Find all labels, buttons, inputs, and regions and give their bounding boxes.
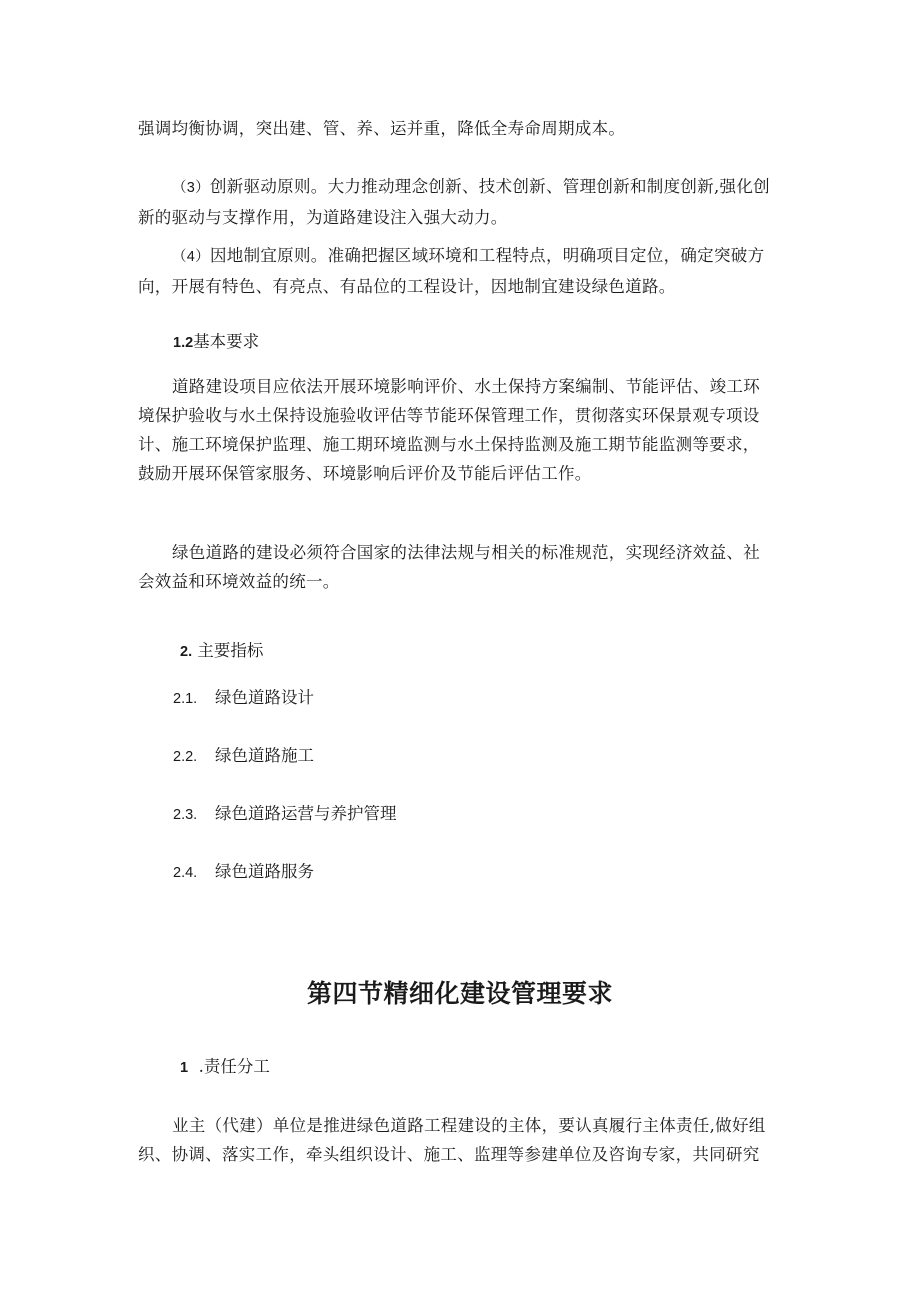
paragraph-local-conditions-text: 因地制宜原则。准确把握区域环境和工程特点，明确项目定位，确定突破方向，开展有特色、有亮点、有品位的工程设计，因地制宜建设绿色道路。 (138, 246, 765, 296)
paragraph-requirements: 道路建设项目应依法开展环境影响评价、水土保持方案编制、节能评估、竣工环境保护验收与水土保持设施验收评估等节能环保管理工作，贯彻落实环保景观专项设计、施工环境保护监理、施工期环境监测与水土保持监测及施工期节能监测等要求，鼓励开展环保管家服务、环境影响后评价及节能后评估工作。 (138, 377, 760, 483)
indicator-label: 绿色道路设计 (215, 688, 314, 707)
indicator-label: 绿色道路施工 (215, 746, 314, 765)
indicator-label: 绿色道路运营与养护管理 (215, 804, 397, 823)
indicator-number: 2.1. (173, 691, 198, 707)
heading-number: 1.2 (173, 335, 194, 351)
heading-number: 1 (180, 1060, 189, 1076)
indicator-number: 2.2. (173, 749, 198, 765)
paragraph-green-road: 绿色道路的建设必须符合国家的法律法规与相关的标准规范，实现经济效益、社会效益和环境效益的统一。 (138, 543, 760, 591)
paragraph-innovation (138, 172, 772, 232)
paragraph-owner-duty: 业主（代建）单位是推进绿色道路工程建设的主体，要认真履行主体责任,做好组织、协调、落实工作，牵头组织设计、施工、监理等参建单位及咨询专家，共同研究 (138, 1116, 766, 1164)
indicator-item (173, 686, 314, 711)
indicator-number: 2.4. (173, 865, 198, 881)
heading-basic-requirements (173, 330, 259, 355)
indicator-item (173, 744, 314, 769)
indicator-number: 2.3. (173, 807, 198, 823)
indicator-item (173, 802, 397, 827)
heading-text: .责任分工 (198, 1057, 270, 1076)
heading-number: 2. (180, 644, 193, 660)
item-number: （3） (172, 180, 210, 196)
item-number: （4） (172, 249, 210, 265)
paragraph-local-conditions (138, 241, 772, 301)
indicator-label: 绿色道路服务 (215, 862, 314, 881)
section-title: 第四节精细化建设管理要求 (306, 979, 613, 1008)
heading-main-indicators (180, 639, 263, 664)
indicator-item (173, 860, 314, 885)
heading-text: 基本要求 (193, 332, 260, 351)
heading-responsibility (180, 1055, 270, 1080)
heading-text: 主要指标 (197, 641, 264, 660)
paragraph-cost: 强调均衡协调，突出建、管、养、运并重，降低全寿命周期成本。 (138, 119, 626, 138)
paragraph-innovation-text: 创新驱动原则。大力推动理念创新、技术创新、管理创新和制度创新,强化创新的驱动与支撑作用，为道路建设注入强大动力。 (138, 177, 770, 227)
